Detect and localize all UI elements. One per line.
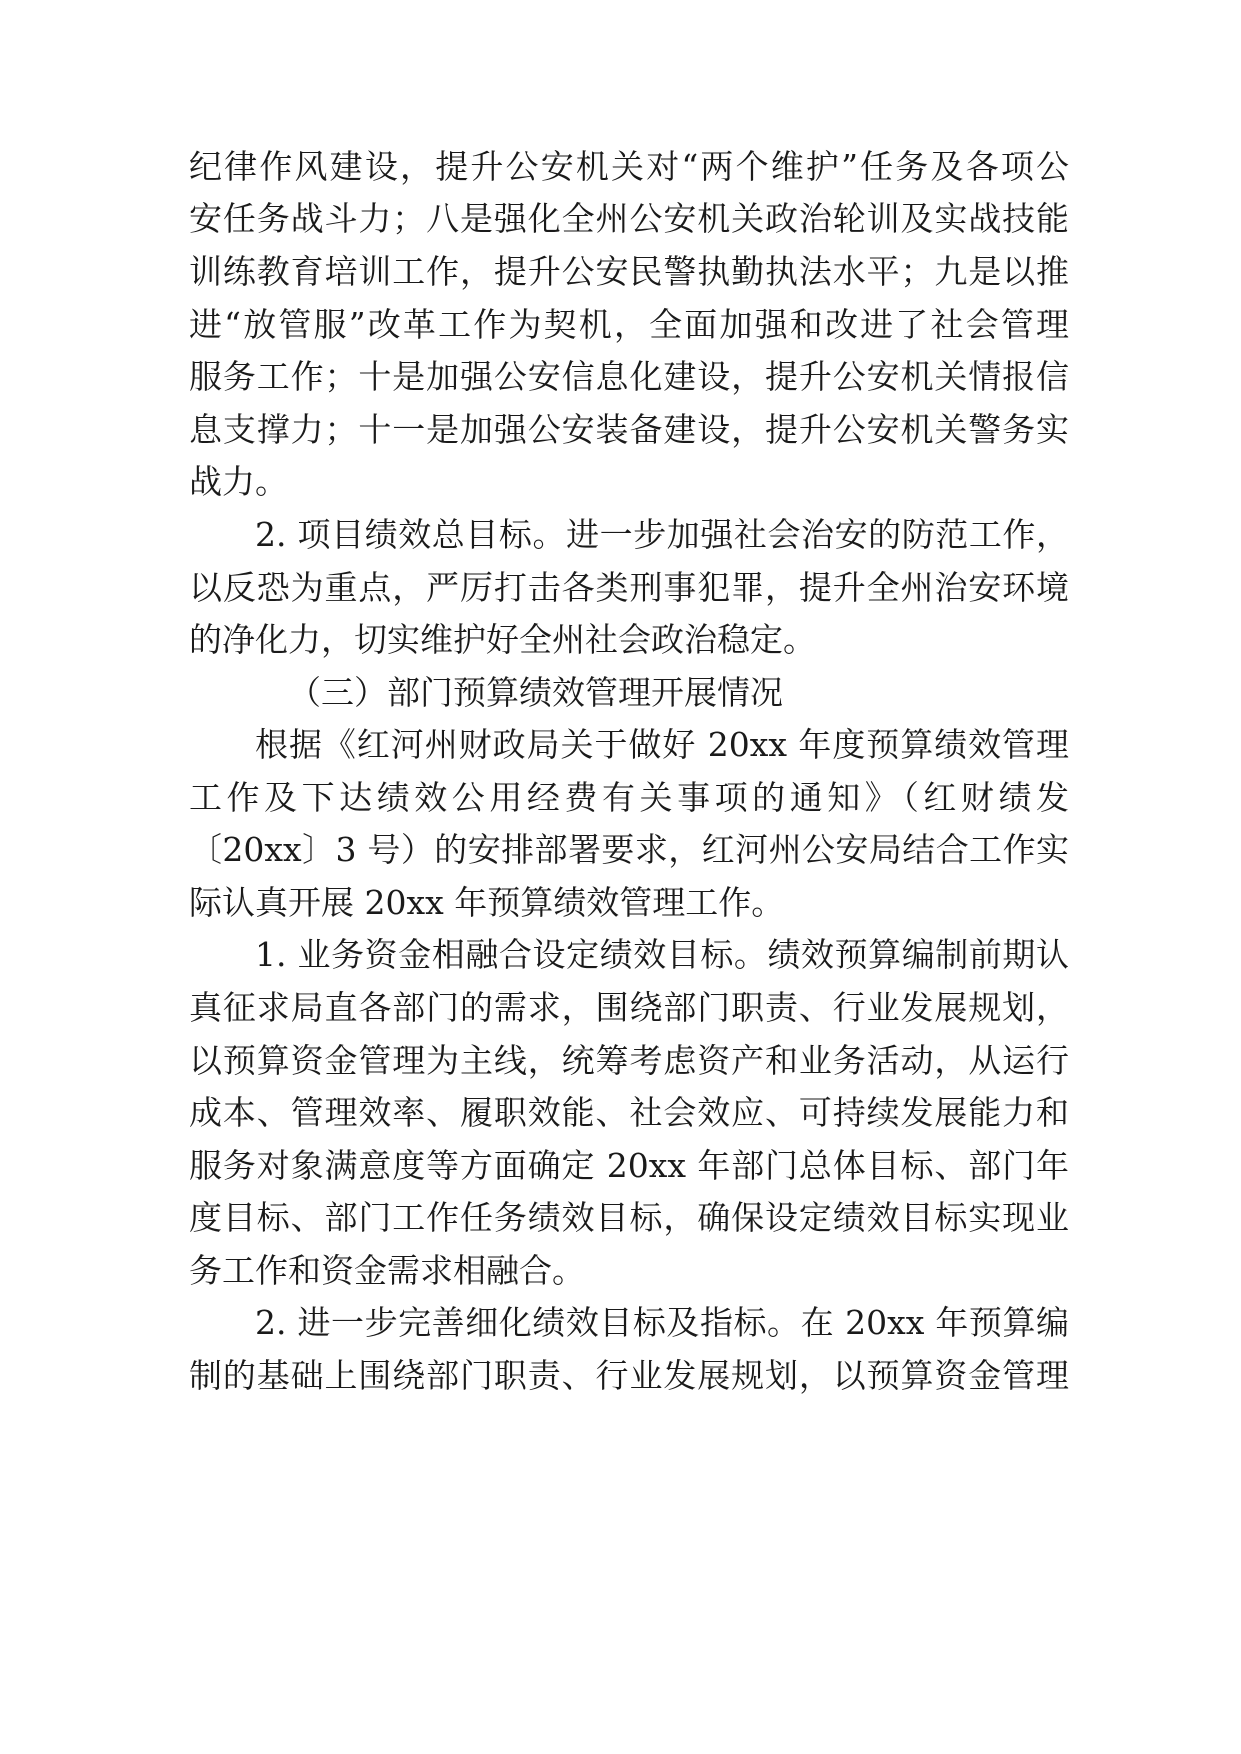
paragraph-heading-line: 2. 进一步完善细化绩效目标及指标。在 20xx 年预算编 (255, 1303, 1069, 1342)
paragraph-heading-line: 1. 业务资金相融合设定绩效目标。绩效预算编制前期认 (255, 935, 1069, 974)
text-line: 以反恐为重点，严厉打击各类刑事犯罪，提升全州治安环境 (189, 568, 1069, 607)
text-line: 的净化力，切实维护好全州社会政治稳定。 (189, 620, 816, 659)
text-line: 服务对象满意度等方面确定 20xx 年部门总体目标、部门年 (189, 1146, 1069, 1185)
paragraph-heading-line: 2. 项目绩效总目标。进一步加强社会治安的防范工作， (255, 515, 1069, 554)
text-line: 训练教育培训工作，提升公安民警执勤执法水平；九是以推 (189, 252, 1069, 291)
text-line: 际认真开展 20xx 年预算绩效管理工作。 (189, 883, 785, 922)
text-line: 务工作和资金需求相融合。 (189, 1251, 585, 1290)
text-line: 制的基础上围绕部门职责、行业发展规划，以预算资金管理 (189, 1356, 1069, 1395)
text-line: 战力。 (189, 462, 288, 501)
text-line: 真征求局直各部门的需求，围绕部门职责、行业发展规划， (189, 988, 1069, 1027)
text-line: 度目标、部门工作任务绩效目标，确保设定绩效目标实现业 (189, 1198, 1069, 1237)
text-line: 以预算资金管理为主线，统筹考虑资产和业务活动，从运行 (189, 1041, 1069, 1080)
text-line: 工作及下达绩效公用经费有关事项的通知》（红财绩发 (189, 778, 1069, 817)
text-line: 息支撑力；十一是加强公安装备建设，提升公安机关警务实 (189, 410, 1069, 449)
text-line: 成本、管理效率、履职效能、社会效应、可持续发展能力和 (189, 1093, 1069, 1132)
section-heading: （三）部门预算绩效管理开展情况 (288, 673, 783, 712)
text-line: 进“放管服”改革工作为契机，全面加强和改进了社会管理 (189, 305, 1069, 344)
text-line: 根据《红河州财政局关于做好 20xx 年度预算绩效管理 (255, 725, 1069, 764)
text-line: 服务工作；十是加强公安信息化建设，提升公安机关情报信 (189, 357, 1069, 396)
text-line: 〔20xx〕3 号）的安排部署要求，红河州公安局结合工作实 (189, 830, 1069, 869)
text-line: 安任务战斗力；八是强化全州公安机关政治轮训及实战技能 (189, 199, 1069, 238)
text-line: 纪律作风建设，提升公安机关对“两个维护”任务及各项公 (189, 147, 1069, 186)
